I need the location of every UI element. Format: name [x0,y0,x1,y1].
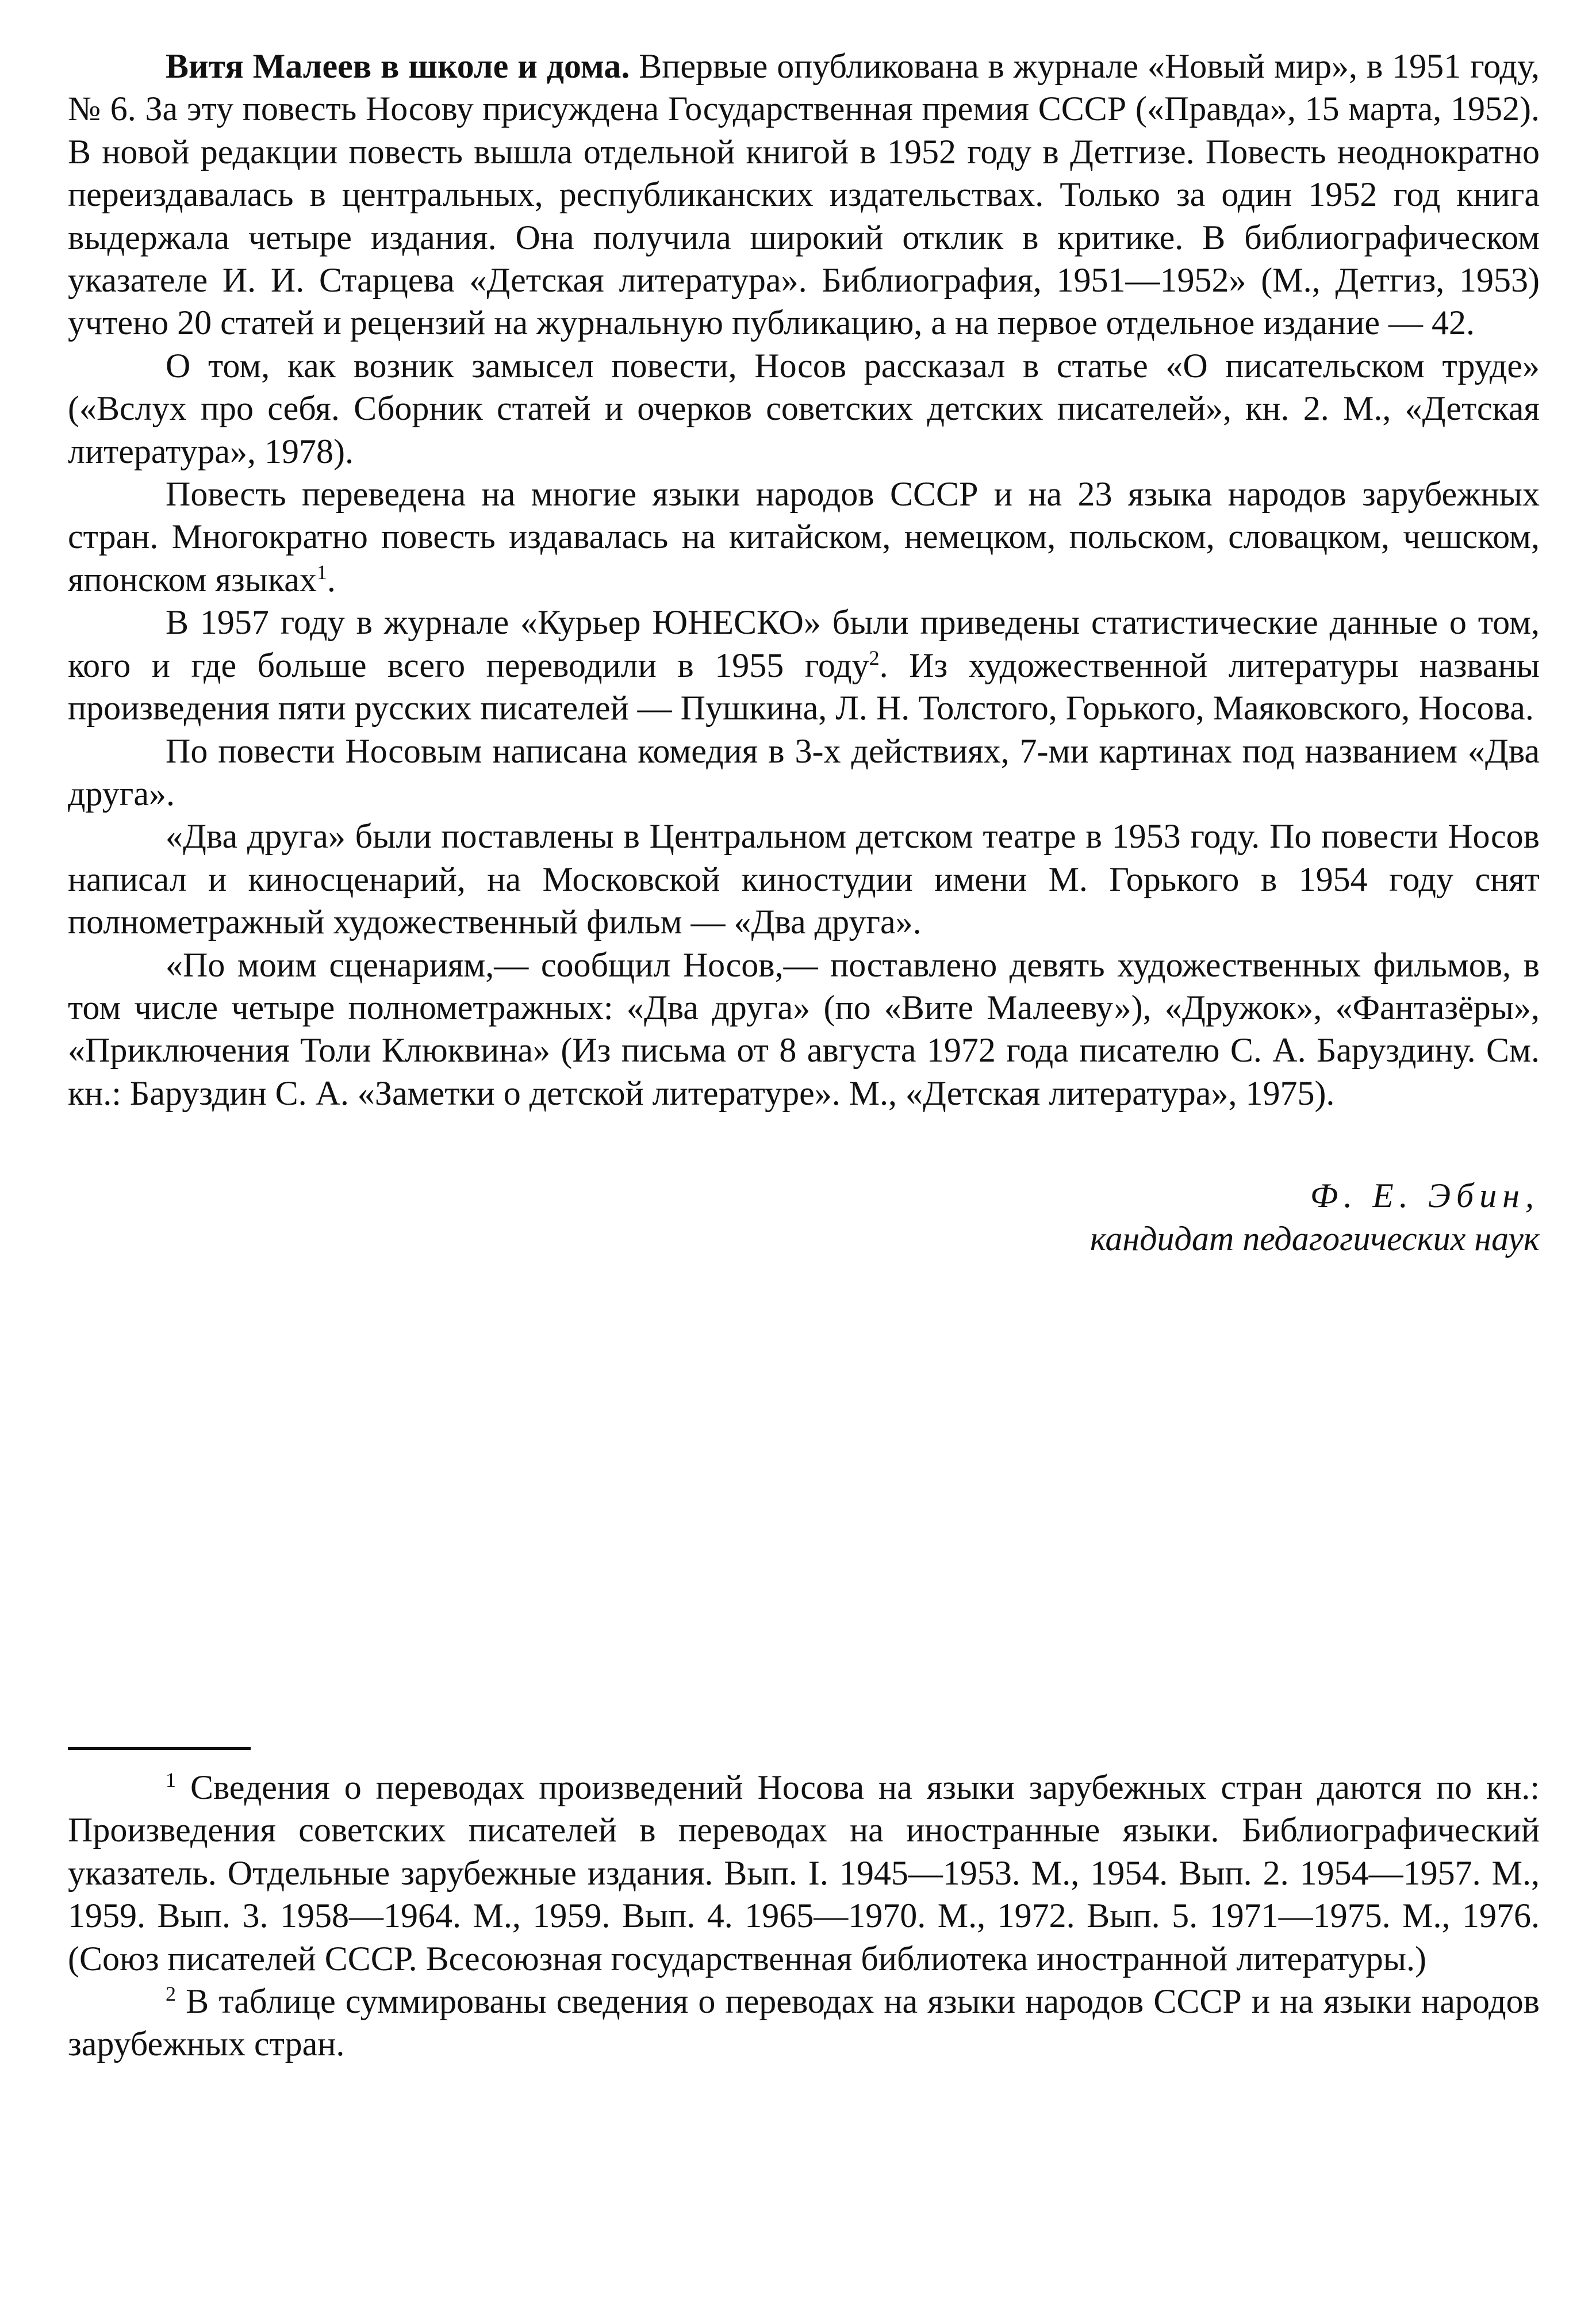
paragraph-3 [68,473,1540,601]
page-body [68,45,1540,1261]
footnote-text: Сведения о переводах произведений Носова на языки зарубежных стран даются по кн.: Произведения советских писателей в переводах на иностранные языки. Библиографический указатель. Отдельные зарубежные издания. Вып. I. 1945—1953. М., 1954. Вып. 2. 1954—1957. М., 1959. Вып. 3. 1958—1964. М., 1959. Вып. 4. 1965—1970. М., 1972. Вып. 5. 1971—1975. М., 1976. (Союз писателей СССР. Всесоюзная государственная библиотека иностранной литературы.) [68,1768,1540,1978]
paragraph-text: «Два друга» были поставлены в Центральном детском театре в 1953 году. По повести Носов написал и киносценарий, на Московской киностудии имени М. Горького в 1954 году снят полнометражный художественный фильм — «Два друга». [68,817,1540,941]
paragraph-6 [68,815,1540,943]
paragraph-text: По повести Носовым написана комедия в 3-х действиях, 7-ми картинах под названием «Два друга». [68,731,1540,813]
footnote-2 [68,1980,1540,2066]
paragraph-text: Впервые опубликована в журнале «Новый мир», в 1951 году, № 6. За эту повесть Носову присуждена Государственная премия СССР («Правда», 15 марта, 1952). В новой редакции повесть вышла отдельной книгой в 1952 году в Детгизе. Повесть неоднократно переиздавалась в центральных, республиканских издательствах. Только за один 1952 год книга выдержала четыре издания. Она получила широкий отклик в критике. В библиографическом указателе И. И. Старцева «Детская литература». Библиография, 1951—1952» (М., Детгиз, 1953) учтено 20 статей и рецензий на журнальную публикацию, а на первое отдельное издание — 42. [68,47,1540,342]
paragraph-4 [68,601,1540,729]
footnote-1 [68,1766,1540,1980]
work-title: Витя Малеев в школе и дома. [166,47,630,85]
paragraph-text-after: . Из художественной литературы названы произведения пяти русских писателей — Пушкина, Л. Н. Толстого, Горького, Маяковского, Носова. [68,646,1540,727]
footnote-divider [68,1747,251,1750]
paragraph-1 [68,45,1540,344]
paragraph-7 [68,944,1540,1115]
paragraph-text: «По моим сценариям,— сообщил Носов,— поставлено девять художественных фильмов, в том числе четыре полнометражных: «Два друга» (по «Вите Малееву»), «Дружок», «Фантазёры», «Приключения Толи Клюквина» (Из письма от 8 августа 1972 года писателю С. А. Баруздину. См. кн.: Баруздин С. А. «Заметки о детской литературе». М., «Детская литература», 1975). [68,945,1540,1112]
paragraph-5 [68,730,1540,815]
paragraph-text: В 1957 году в журнале «Курьер ЮНЕСКО» были приведены статистические данные о том, кого и где больше всего переводили в 1955 году [68,603,1540,684]
paragraph-text: О том, как возник замысел повести, Носов рассказал в статье «О писательском труде» («Вслух про себя. Сборник статей и очерков советских детских писателей», кн. 2. М., «Детская литература», 1978). [68,346,1540,470]
footnote-marker: 2 [166,1982,176,2006]
paragraph-text-after: . [327,560,336,599]
paragraph-2 [68,344,1540,473]
signature [68,1174,1540,1261]
footnote-ref-1[interactable]: 1 [316,560,327,584]
footnotes [68,1747,1540,2066]
author-name: Ф. Е. Эбин, [1310,1177,1540,1215]
footnote-marker: 1 [166,1768,176,1791]
footnote-ref-2[interactable]: 2 [869,646,880,669]
author-title: кандидат педагогических наук [1089,1220,1540,1258]
footnote-text: В таблице суммированы сведения о переводах на языки народов СССР и на языки народов зарубежных стран. [68,1982,1540,2063]
paragraph-text: Повесть переведена на многие языки народов СССР и на 23 языка народов зарубежных стран. Многократно повесть издавалась на китайском, немецком, польском, словацком, чешском, японском языках [68,475,1540,599]
main-text [68,45,1540,1114]
